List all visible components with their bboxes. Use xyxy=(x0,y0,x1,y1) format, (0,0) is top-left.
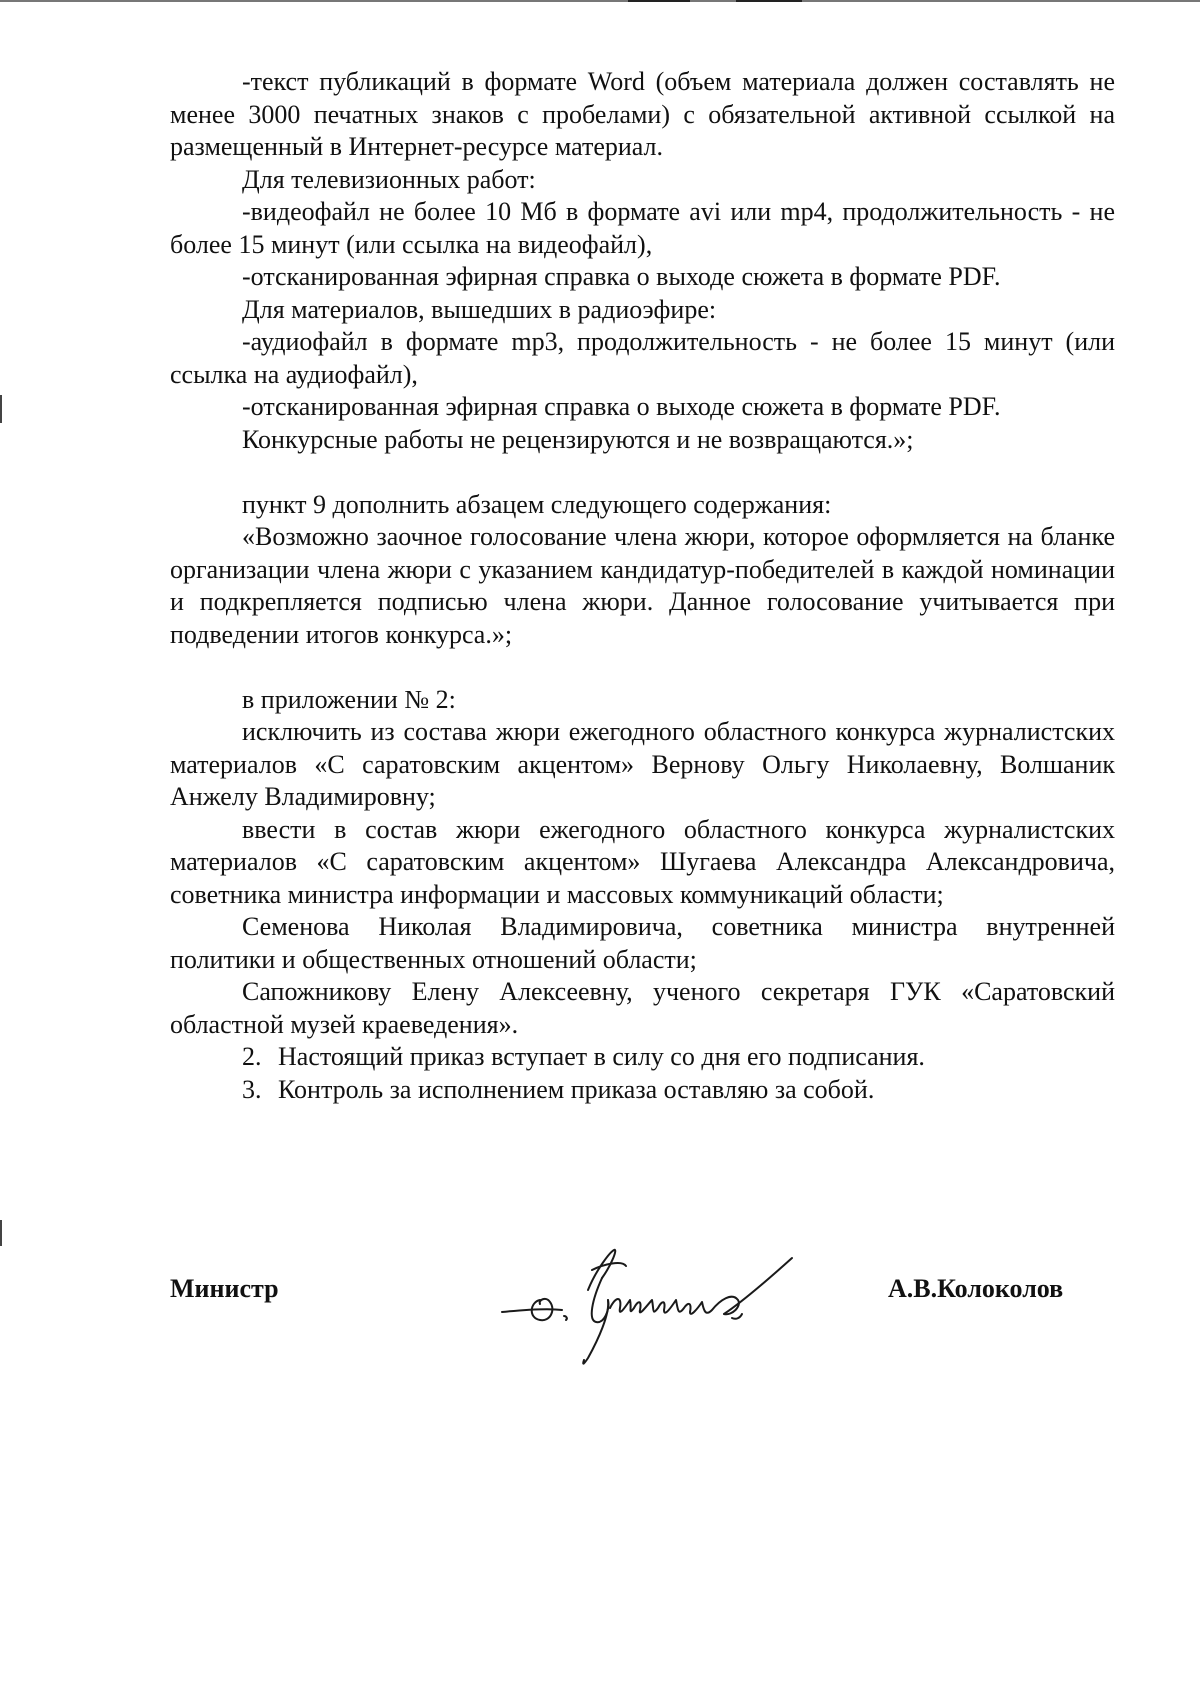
scan-artifact xyxy=(0,395,2,423)
scan-artifact xyxy=(0,1220,2,1246)
paragraph-add-jury: ввести в состав жюри ежегодного областного конкурса журналистских материалов «С саратовским акцентом» Шугаева Александра Александровича, советника министра информации и массовых коммуникаций области; xyxy=(170,814,1115,909)
paragraph-radio-heading: Для материалов, вышедших в радиоэфире: xyxy=(242,294,717,324)
paragraph-remote-voting: «Возможно заочное голосование члена жюри, которое оформляется на бланке организации члена жюри с указанием кандидатур-победителей в каждой номинации и подкрепляется подписью члена жюри. Данное голосование учитывается при подведении итогов конкурса.»; xyxy=(170,522,1115,649)
paragraph-video-file: -видеофайл не более 10 Мб в формате avi или mp4, продолжительность - не более 15 минут (или ссылка на видеофайл), xyxy=(170,197,1115,259)
scan-artifact xyxy=(628,0,690,2)
paragraph-works-not-returned: Конкурсные работы не рецензируются и не возвращаются.»; xyxy=(242,424,914,454)
item-text: Контроль за исполнением приказа оставляю за собой. xyxy=(278,1074,875,1104)
item-text: Настоящий приказ вступает в силу со дня его подписания. xyxy=(278,1042,925,1071)
paragraph-radio-broadcast-certificate: -отсканированная эфирная справка о выходе сюжета в формате PDF. xyxy=(242,392,1001,421)
scan-artifact xyxy=(736,0,802,2)
paragraph-tv-broadcast-certificate: -отсканированная эфирная справка о выходе сюжета в формате PDF. xyxy=(242,262,1001,291)
scan-edge-line xyxy=(0,0,1200,2)
paragraph-clause-9: пункт 9 дополнить абзацем следующего содержания: xyxy=(242,489,832,519)
numbered-item xyxy=(170,1041,1115,1074)
item-number: 2. xyxy=(242,1042,262,1071)
numbered-item xyxy=(170,1074,1115,1107)
paragraph-exclude-jury: исключить из состава жюри ежегодного областного конкурса журналистских материалов «С саратовским акцентом» Вернову Ольгу Николаевну, Волшаник Анжелу Владимировну; xyxy=(170,717,1115,811)
signatory-position: Министр xyxy=(170,1274,279,1303)
item-number: 3. xyxy=(242,1074,262,1104)
paragraph-tv-heading: Для телевизионных работ: xyxy=(242,164,536,194)
paragraph-jury-sapozhnikova: Сапожникову Елену Алексеевну, ученого секретаря ГУК «Саратовский областной музей краеведения». xyxy=(170,977,1115,1039)
handwritten-signature-icon xyxy=(492,1230,832,1380)
document-body xyxy=(170,66,1115,1106)
paragraph-audio-file: -аудиофайл в формате mp3, продолжительность - не более 15 минут (или ссылка на аудиофайл), xyxy=(170,327,1115,389)
paragraph-jury-semenov: Семенова Николая Владимировича, советника министра внутренней политики и общественных отношений области; xyxy=(170,912,1115,974)
paragraph-text-format: -текст публикаций в формате Word (объем материала должен составлять не менее 3000 печатных знаков с пробелами) с обязательной активной ссылкой на размещенный в Интернет-ресурсе материал. xyxy=(170,67,1115,161)
signatory-name: А.В.Колоколов xyxy=(888,1274,1064,1303)
paragraph-appendix-2: в приложении № 2: xyxy=(242,684,456,714)
